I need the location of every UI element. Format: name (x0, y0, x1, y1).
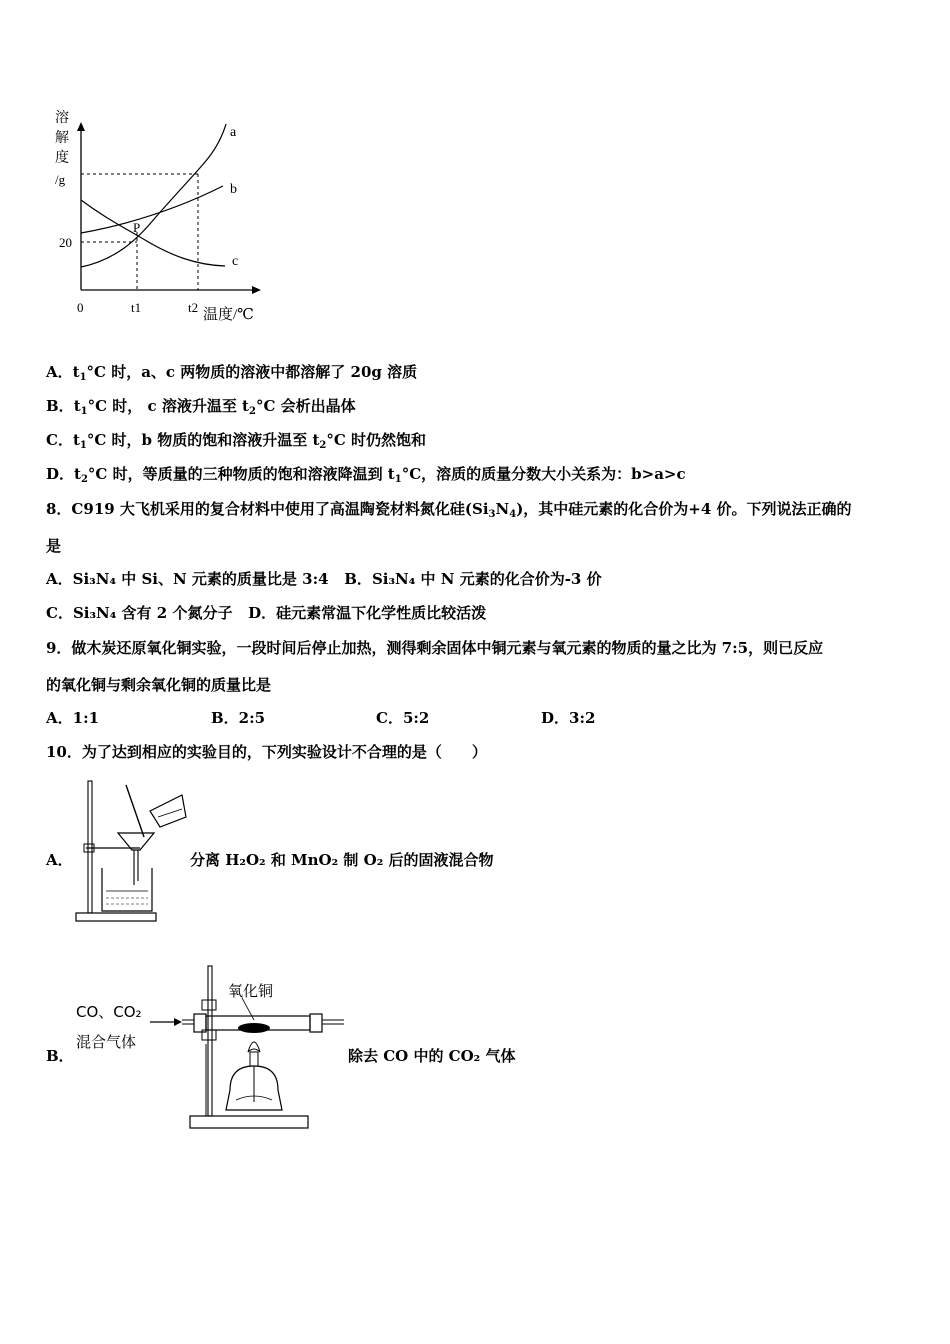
ylabel-4: /g (55, 172, 66, 187)
q8-stem-cont: 是 (46, 537, 62, 555)
q7-option-d: D．$t_2^\circ C$ 时，等质量的三种物质的饱和溶液降温到 $t_1^\circ C$，溶质的质量分数大小关系为：b>a>c (46, 465, 686, 485)
curve-b-label: b (230, 182, 237, 197)
fig-gas-label: CO、CO₂ (76, 1003, 142, 1021)
q7-option-c: C．$t_1^\circ C$ 时，b 物质的饱和溶液升温至 $t_2^\circ C$ 时仍然饱和 (46, 431, 427, 451)
x-tick-t2: t2 (188, 300, 199, 315)
q7-option-a: A．$t_1^\circ C$ 时，a、c 两物质的溶液中都溶解了 20g 溶质 (46, 363, 418, 383)
q7-option-b: B．$t_1^\circ C$ 时， c 溶液升温至 $t_2^\circ C$ 会析出晶体 (46, 397, 356, 417)
curve-c-label: c (232, 254, 239, 269)
curve-b (81, 186, 223, 233)
q8-stem: 8．C919 大飞机采用的复合材料中使用了高温陶瓷材料氮化硅$(Si_3N_4)$，其中硅元素的化合价为+4 价。下列说法正确的 (46, 500, 852, 520)
q8-options-ab: A．Si₃N₄ 中 Si、N 元素的质量比是 3:4 B．Si₃N₄ 中 N 元素的化合价为-3 价 (46, 570, 602, 588)
filtration-apparatus-figure (72, 773, 192, 923)
fig-cuo-label: 氧化铜 (228, 982, 274, 1000)
q10-option-a-text: 分离 H₂O₂ 和 MnO₂ 制 O₂ 后的固液混合物 (190, 851, 494, 869)
y-tick-20: 20 (59, 235, 72, 250)
fig-mix-label: 混合气体 (76, 1033, 137, 1051)
xlabel: 温度/℃ (203, 307, 254, 323)
solubility-graph (45, 100, 275, 330)
q9-stem-cont: 的氧化铜与剩余氧化铜的质量比是 (46, 676, 272, 694)
x-tick-0: 0 (77, 300, 84, 315)
point-p-label: P (133, 220, 141, 235)
q9-stem: 9．做木炭还原氧化铜实验，一段时间后停止加热，测得剩余固体中铜元素与氧元素的物质的量之比为 7:5，则已反应 (46, 639, 824, 657)
q8-options-cd: C．Si₃N₄ 含有 2 个氮分子 D．硅元素常温下化学性质比较活泼 (46, 604, 487, 622)
curve-a-label: a (230, 125, 237, 140)
ylabel-3: 度 (55, 151, 69, 166)
ylabel-1: 溶 (55, 111, 69, 126)
q10-option-b-label: B． (46, 1047, 74, 1065)
q9-option-a: A．1:1 (46, 709, 100, 727)
q9-option-b: B．2:5 (211, 709, 266, 727)
q9-option-d: D．3:2 (541, 709, 596, 727)
curve-c (81, 200, 225, 266)
q9-option-c: C．5:2 (376, 709, 430, 727)
q10-option-a-label: A． (46, 851, 73, 869)
q10-stem: 10．为了达到相应的实验目的，下列实验设计不合理的是（ ） (46, 743, 487, 761)
y-axis-arrow (77, 122, 85, 131)
co-reduction-apparatus-figure (150, 960, 350, 1135)
x-tick-t1: t1 (131, 300, 142, 315)
x-axis-arrow (252, 286, 261, 294)
ylabel-2: 解 (55, 131, 69, 146)
q10-option-b-text: 除去 CO 中的 CO₂ 气体 (348, 1047, 516, 1065)
